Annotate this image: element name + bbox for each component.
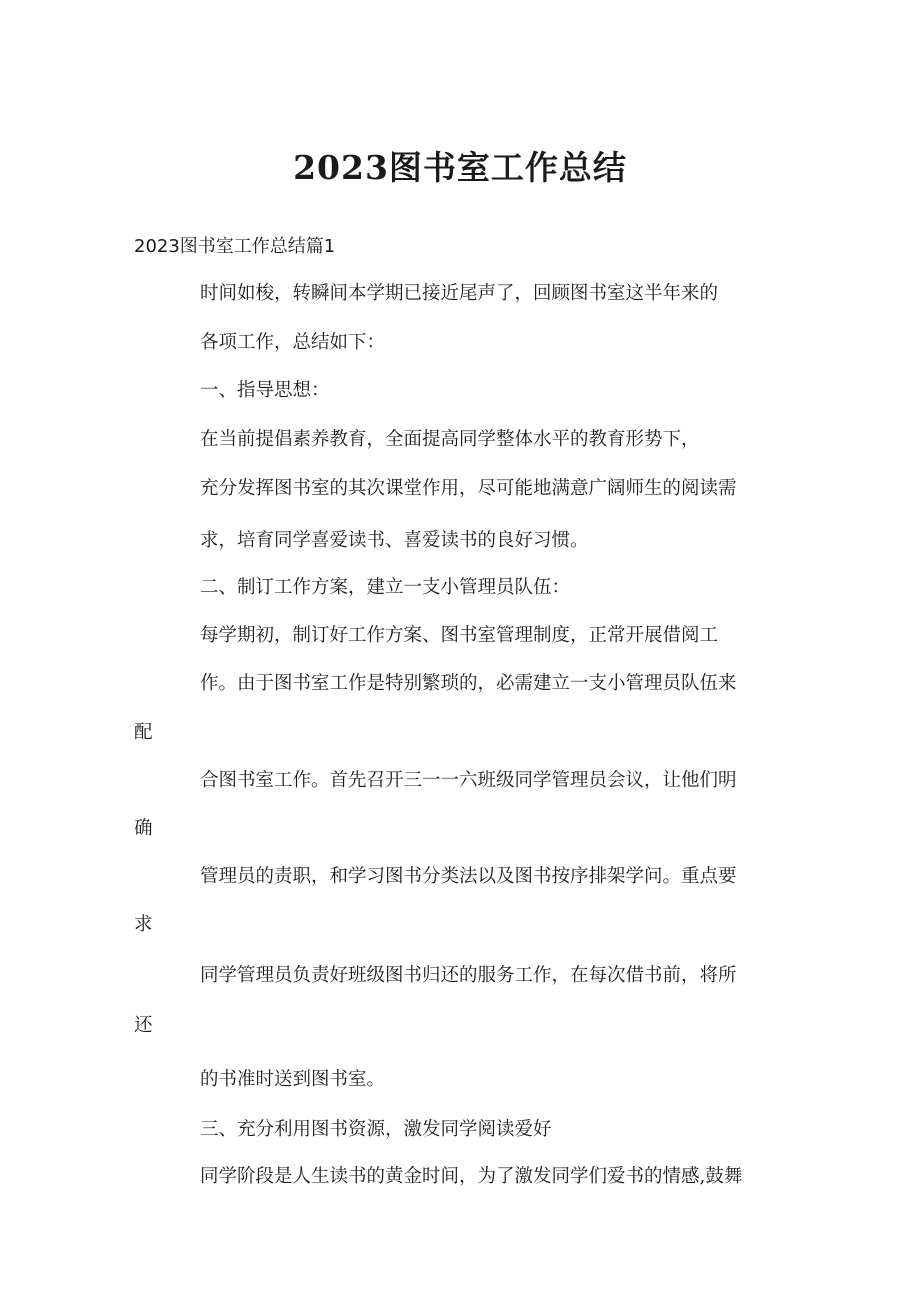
text-line: 三、充分利用图书资源，激发同学阅读爱好 (200, 1119, 552, 1140)
text-line: 求 (134, 914, 153, 935)
document-subtitle: 2023图书室工作总结篇1 (134, 236, 336, 257)
text-line: 充分发挥图书室的其次课堂作用，尽可能地满意广阔师生的阅读需 (200, 478, 737, 499)
text-line: 配 (134, 722, 153, 743)
document-title: 2023图书室工作总结 (293, 148, 627, 187)
text-line: 求，培育同学喜爱读书、喜爱读书的良好习惯。 (200, 530, 589, 551)
text-line: 二、制订工作方案，建立一支小管理员队伍： (200, 577, 571, 598)
text-line: 确 (134, 818, 153, 839)
text-line: 同学阶段是人生读书的黄金时间，为了激发同学们爱书的情感,鼓舞 (200, 1166, 743, 1187)
text-line: 合图书室工作。首先召开三一一六班级同学管理员会议，让他们明 (200, 770, 737, 791)
text-line: 同学管理员负责好班级图书归还的服务工作，在每次借书前，将所 (200, 965, 737, 986)
text-line: 的书准时送到图书室。 (200, 1069, 386, 1090)
text-line: 一、指导思想： (200, 380, 330, 401)
text-line: 还 (134, 1015, 153, 1036)
text-line: 作。由于图书室工作是特别繁琐的，必需建立一支小管理员队伍来 (200, 673, 737, 694)
text-line: 时间如梭，转瞬间本学期已接近尾声了，回顾图书室这半年来的 (200, 283, 719, 304)
text-line: 管理员的责职，和学习图书分类法以及图书按序排架学问。重点要 (200, 866, 737, 887)
text-line: 在当前提倡素养教育，全面提高同学整体水平的教育形势下， (200, 429, 700, 450)
text-line: 每学期初，制订好工作方案、图书室管理制度，正常开展借阅工 (200, 625, 719, 646)
text-line: 各项工作，总结如下： (200, 332, 386, 353)
